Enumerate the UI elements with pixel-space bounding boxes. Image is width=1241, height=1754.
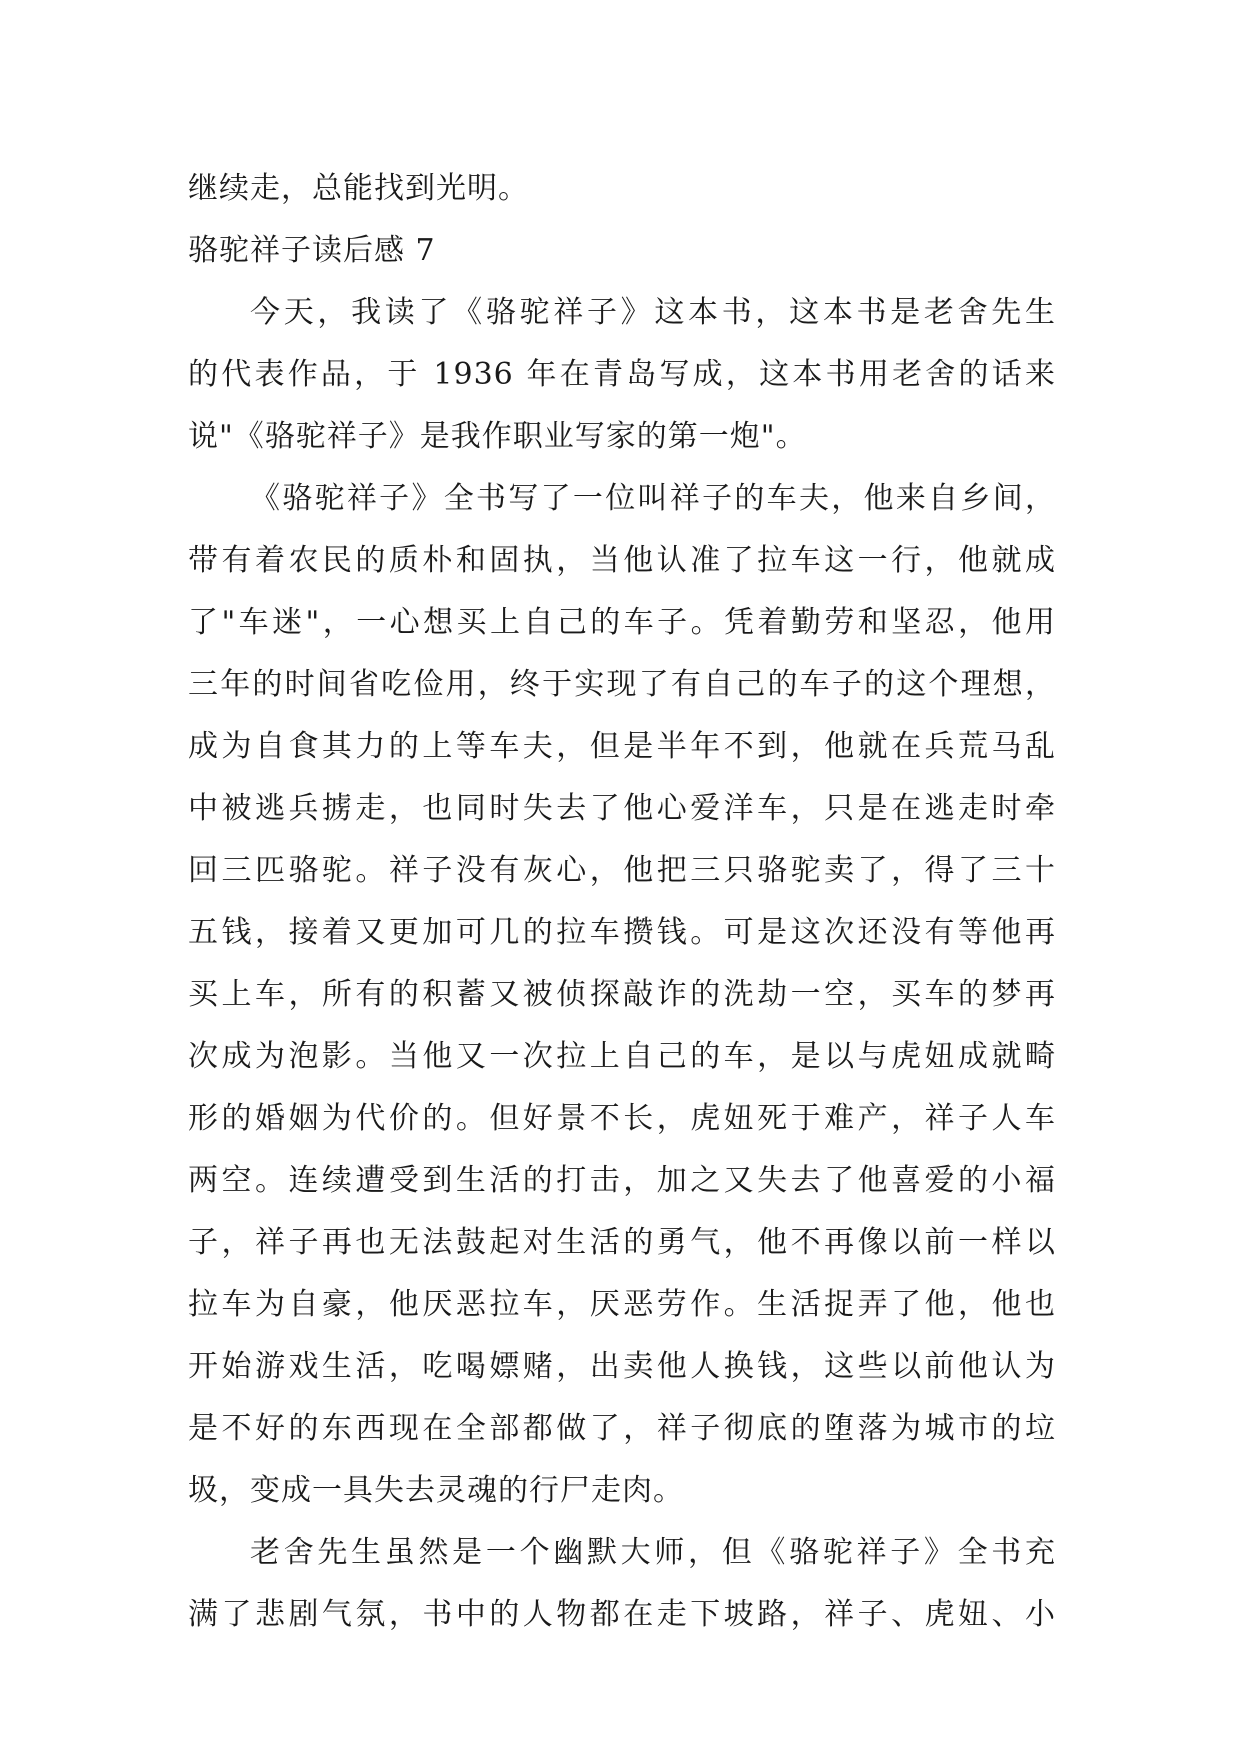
paragraph-line: 圾，变成一具失去灵魂的行尸走肉。 [188,1473,684,1508]
paragraph-2 [188,468,1056,1522]
paragraph-line: 形的婚姻为代价的。但好景不长，虎妞死于难产，祥子人车 [188,1101,1056,1136]
paragraph-line: 是不好的东西现在全部都做了，祥子彻底的堕落为城市的垃 [188,1411,1056,1446]
section-title: 骆驼祥子读后感 7 [188,233,436,268]
paragraph-line: 成为自食其力的上等车夫，但是半年不到，他就在兵荒马乱 [188,729,1056,764]
paragraph-line: 次成为泡影。当他又一次拉上自己的车，是以与虎妞成就畸 [188,1039,1056,1074]
paragraph-line: 的代表作品，于 1936 年在青岛写成，这本书用老舍的话来 [188,357,1056,392]
intro-line: 继续走，总能找到光明。 [188,171,529,206]
paragraph-line: 说"《骆驼祥子》是我作职业写家的第一炮"。 [188,419,807,454]
paragraph-line: 《骆驼祥子》全书写了一位叫祥子的车夫，他来自乡间， [250,481,1056,516]
paragraph-line: 了"车迷"，一心想买上自己的车子。凭着勤劳和坚忍，他用 [188,605,1056,640]
paragraph-line: 今天，我读了《骆驼祥子》这本书，这本书是老舍先生 [250,295,1056,330]
paragraph-line: 满了悲剧气氛，书中的人物都在走下坡路，祥子、虎妞、小 [188,1597,1056,1632]
paragraph-line: 五钱，接着又更加可几的拉车攒钱。可是这次还没有等他再 [188,915,1056,950]
paragraph-line: 子，祥子再也无法鼓起对生活的勇气，他不再像以前一样以 [188,1225,1056,1260]
paragraph-1 [188,282,1056,468]
paragraph-line: 三年的时间省吃俭用，终于实现了有自己的车子的这个理想， [188,667,1056,702]
paragraph-3 [188,1522,1056,1646]
paragraph-line: 开始游戏生活，吃喝嫖赌，出卖他人换钱，这些以前他认为 [188,1349,1056,1384]
paragraph-line: 带有着农民的质朴和固执，当他认准了拉车这一行，他就成 [188,543,1056,578]
paragraph-line: 回三匹骆驼。祥子没有灰心，他把三只骆驼卖了，得了三十 [188,853,1056,888]
paragraph-line: 中被逃兵掳走，也同时失去了他心爱洋车，只是在逃走时牵 [188,791,1056,826]
document-body [188,158,1056,1646]
paragraph-line: 两空。连续遭受到生活的打击，加之又失去了他喜爱的小福 [188,1163,1056,1198]
paragraph-line: 买上车，所有的积蓄又被侦探敲诈的洗劫一空，买车的梦再 [188,977,1056,1012]
paragraph-line: 拉车为自豪，他厌恶拉车，厌恶劳作。生活捉弄了他，他也 [188,1287,1056,1322]
paragraph-line: 老舍先生虽然是一个幽默大师，但《骆驼祥子》全书充 [250,1535,1056,1570]
